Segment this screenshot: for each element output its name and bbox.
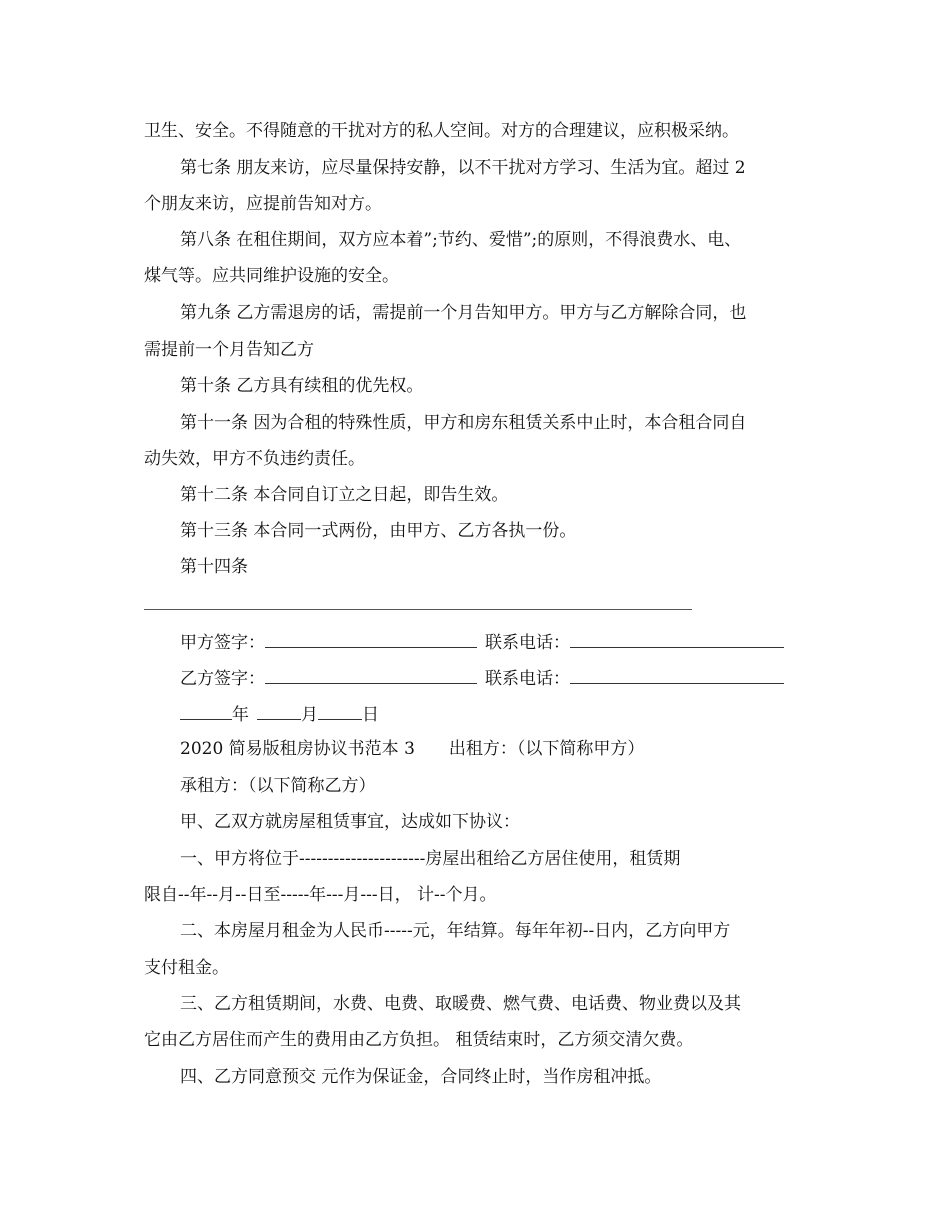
article-12: 第十二条 本合同自订立之日起，即告生效。 — [180, 485, 509, 505]
clause-4-line-1: 四、乙方同意预交 元作为保证金，合同终止时，当作房租冲抵。 — [180, 1067, 662, 1087]
clause-2-line-1: 二、本房屋月租金为人民币-----元，年结算。每年年初--日内，乙方向甲方 — [180, 921, 731, 941]
party-b-signature-row — [180, 668, 784, 689]
party-a-phone-label: 联系电话： — [485, 633, 570, 653]
agreement-intro: 甲、乙双方就房屋租赁事宜，达成如下协议： — [180, 812, 520, 832]
party-a-phone-blank — [570, 632, 784, 648]
article-8-line-1: 第八条 在租住期间，双方应本着”;节约、爱惜”;的原则，不得浪费水、电、 — [180, 230, 742, 250]
year-label: 年 — [232, 705, 249, 725]
lessee-line: 承租方：（以下简称乙方） — [180, 776, 376, 796]
article-9-line-1: 第九条 乙方需退房的话，需提前一个月告知甲方。甲方与乙方解除合同，也 — [180, 303, 747, 323]
clause-1-line-2: 限自--年--月--日至-----年---月---日， 计--个月。 — [144, 885, 497, 905]
article-7-line-2: 个朋友来访，应提前告知对方。 — [144, 194, 382, 214]
section-divider — [144, 609, 692, 610]
clause-2-line-2: 支付租金。 — [144, 958, 229, 978]
article-8-line-2: 煤气等。应共同维护设施的安全。 — [144, 266, 399, 286]
month-label: 月 — [301, 705, 318, 725]
article-11-line-1: 第十一条 因为合租的特殊性质，甲方和房东租赁关系中止时，本合租合同自 — [180, 413, 747, 433]
article-11-line-2: 动失效，甲方不负违约责任。 — [144, 449, 365, 469]
article-7-line-1: 第七条 朋友来访，应尽量保持安静，以不干扰对方学习、生活为宜。超过 2 — [180, 158, 746, 178]
clause-3-line-1: 三、乙方租赁期间，水费、电费、取暖费、燃气费、电话费、物业费以及其 — [180, 994, 741, 1014]
year-blank — [180, 704, 232, 720]
party-b-sign-label: 乙方签字： — [180, 669, 265, 689]
signature-date-row — [180, 704, 379, 725]
article-10: 第十条 乙方具有续租的优先权。 — [180, 376, 424, 396]
paragraph-line: 卫生、安全。不得随意的干扰对方的私人空间。对方的合理建议，应积极采纳。 — [144, 121, 739, 141]
party-a-sign-blank — [265, 632, 477, 648]
party-b-sign-blank — [265, 668, 477, 684]
template-title-line: 2020 简易版租房协议书范本 3 出租方：（以下简称甲方） — [180, 739, 645, 759]
party-a-sign-label: 甲方签字： — [180, 633, 265, 653]
article-14: 第十四条 — [180, 557, 248, 577]
day-blank — [318, 704, 362, 720]
party-a-signature-row — [180, 632, 784, 653]
party-b-phone-label: 联系电话： — [485, 669, 570, 689]
article-9-line-2: 需提前一个月告知乙方 — [144, 340, 314, 360]
party-b-phone-blank — [570, 668, 784, 684]
month-blank — [257, 704, 301, 720]
clause-1-line-1: 一、甲方将位于----------------------房屋出租给乙方居住使用，租赁期 — [180, 849, 681, 869]
clause-3-line-2: 它由乙方居住而产生的费用由乙方负担。 租赁结束时，乙方须交清欠费。 — [144, 1030, 694, 1050]
article-13: 第十三条 本合同一式两份，由甲方、乙方各执一份。 — [180, 521, 577, 541]
day-label: 日 — [362, 705, 379, 725]
